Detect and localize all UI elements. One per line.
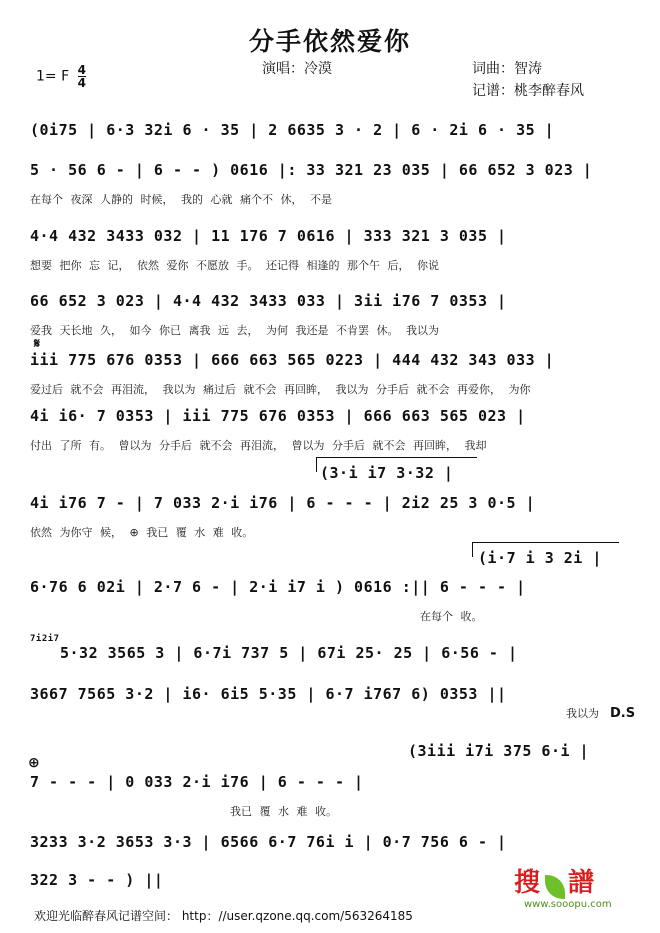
lyrics: 我以为 xyxy=(566,707,599,720)
notes: 4·4 432 3433 032 | 11 176 7 0616 | 333 321 3 035 | xyxy=(30,227,507,245)
lyrics: 依然 为你守 候， ⊕ 我已 覆 水 难 收。 xyxy=(30,526,254,539)
lyrics: 付出 了所 有。 曾以为 分手后 就不会 再泪流， 曾以为 分手后 就不会 再回眸， 我却 xyxy=(30,439,487,452)
singer: 演唱：冷漠 xyxy=(262,61,332,77)
notes: 6·76 6 02i | 2·7 6 - | 2·i i7 i ) 0616 :|| 6 - - - | xyxy=(30,578,526,596)
song-title: 分手依然爱你 xyxy=(248,27,411,56)
logo-char-2: 譜 xyxy=(568,868,597,898)
key-signature xyxy=(36,64,86,89)
time-top: 4 xyxy=(77,63,86,77)
notes: 3233 3·2 3653 3·3 | 6566 6·7 76i i | 0·7 756 6 - | xyxy=(30,833,507,851)
notes: 4i i76 7 - | 7 033 2·i i76 | 6 - - - | 2i2 25 3 0·5 | xyxy=(30,494,536,512)
notes: (0i75 | 6·3 32i 6 · 35 | 2 6635 3 · 2 | 6 · 2i 6 · 35 | xyxy=(30,121,555,139)
score-row-10 xyxy=(30,685,630,743)
time-signature xyxy=(78,64,86,89)
score-row-4 xyxy=(30,292,630,350)
score-row-8 xyxy=(30,578,630,636)
leaf-icon xyxy=(545,875,565,899)
notes: 5·32 3565 3 | 6·7i 737 5 | 67i 25· 25 | 6·56 - | xyxy=(60,644,518,662)
notes: 3667 7565 3·2 | i6· 6i5 5·35 | 6·7 i767 6) 0353 || xyxy=(30,685,507,703)
lyrics: 爱过后 就不会 再泪流， 我以为 痛过后 就不会 再回眸， 我以为 分手后 就不会 再爱你， 为你 xyxy=(30,383,531,396)
score-row-2 xyxy=(30,161,630,219)
coda-icon: ⊕ xyxy=(28,755,40,771)
notes: iii 775 676 0353 | 666 663 565 0223 | 444 432 343 033 | xyxy=(30,351,555,369)
volta-2-notes: (i·7 i 3 2i | xyxy=(478,549,602,567)
transcriber: 记谱：桃李醉春风 xyxy=(472,83,584,99)
notes: 7 - - - | 0 033 2·i i76 | 6 - - - | xyxy=(30,773,364,791)
footer-text: 欢迎光临醉春风记谱空间： http：//user.qzone.qq.com/563264185 xyxy=(34,909,413,923)
lyricist: 词曲：智涛 xyxy=(472,61,542,77)
notes: 66 652 3 023 | 4·4 432 3433 033 | 3ii i76 7 0353 | xyxy=(30,292,507,310)
lyrics: 我已 覆 水 难 收。 xyxy=(230,805,337,818)
ds-marker: D.S xyxy=(610,706,636,721)
lyrics: 在每个 收。 xyxy=(420,610,483,623)
logo-url: www.sooopu.com xyxy=(524,899,612,910)
lyrics: 在每个 夜深 人静的 时候， 我的 心就 痛个不 休， 不是 xyxy=(30,193,332,206)
notes: 5 · 56 6 - | 6 - - ) 0616 |: 33 321 23 035 | 66 652 3 023 | xyxy=(30,161,593,179)
score-row-11 xyxy=(30,773,630,831)
key-label: 1= F xyxy=(36,68,70,85)
score-row-5 xyxy=(30,351,630,409)
logo-char-1: 搜 xyxy=(514,868,543,898)
notes: 4i i6· 7 0353 | iii 775 676 0353 | 666 663 565 023 | xyxy=(30,407,526,425)
grace-notes: 7i2i7 xyxy=(30,634,60,644)
lyrics: 想要 把你 忘 记， 依然 爱你 不愿放 手。 还记得 相逢的 那个午 后， 你说 xyxy=(30,259,439,272)
site-logo xyxy=(514,862,644,916)
segno-icon: 𝄋 xyxy=(34,336,41,352)
score-row-3 xyxy=(30,227,630,285)
volta-1-notes: (3·i i7 3·32 | xyxy=(320,464,454,482)
lyrics: 爱我 天长地 久， 如今 你已 离我 远 去， 为何 我还是 不肯罢 休。 我以为 xyxy=(30,324,439,337)
time-bottom: 4 xyxy=(77,76,86,90)
notes: 322 3 - - ) || xyxy=(30,871,164,889)
coda-intro-notes: (3iii i7i 375 6·i | xyxy=(408,742,590,760)
